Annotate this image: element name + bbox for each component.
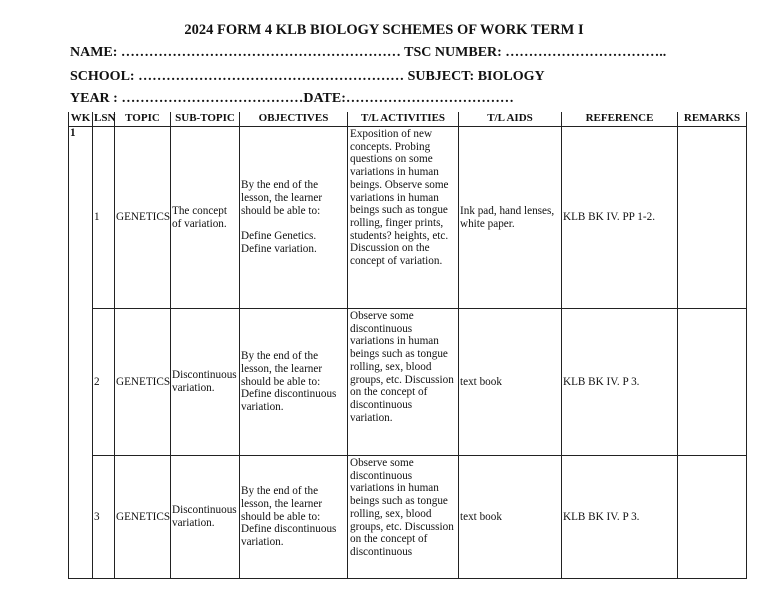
column-header-reference: REFERENCE	[562, 112, 678, 127]
lesson-cell: 1	[93, 127, 115, 309]
remarks-cell	[678, 309, 747, 456]
lesson-cell: 2	[93, 309, 115, 456]
table-row	[69, 127, 747, 309]
reference-cell: KLB BK IV. PP 1-2.	[562, 127, 678, 309]
week-cell: 1	[69, 127, 93, 579]
column-header-activities: T/L ACTIVITIES	[348, 112, 459, 127]
table-row	[69, 309, 747, 456]
name-tsc-line: NAME: …………………………………………………… TSC NUMBER: ……………………………..	[70, 45, 667, 60]
objectives-cell	[240, 309, 348, 456]
objectives-intro: By the end of the lesson, the learner should be able to:	[241, 179, 323, 217]
objectives-cell	[240, 127, 348, 309]
column-header-remarks: REMARKS	[678, 112, 747, 127]
subtopic-cell: Discontinuous variation.	[171, 456, 240, 579]
objectives-items: Define discontinuous variation.	[241, 523, 337, 549]
activities-cell: Exposition of new concepts. Probing questions on some variations in human beings. Observe some variations in human beings such as tongue rolling, finger prints, students? heights, etc. Discussion on the concept of variation.	[348, 127, 459, 309]
column-header-topic: TOPIC	[115, 112, 171, 127]
aids-cell: Ink pad, hand lenses, white paper.	[459, 127, 562, 309]
lesson-cell: 3	[93, 456, 115, 579]
objectives-intro: By the end of the lesson, the learner should be able to:	[241, 350, 323, 388]
table-row	[69, 456, 747, 579]
scheme-of-work-table	[68, 112, 747, 579]
document-title: 2024 FORM 4 KLB BIOLOGY SCHEMES OF WORK TERM I	[184, 22, 584, 38]
column-header-wk: WK	[69, 112, 93, 127]
school-subject-line: SCHOOL: ………………………………………………… SUBJECT: BIOLOGY	[70, 69, 545, 84]
table-header-row	[69, 112, 747, 127]
column-header-subtopic: SUB-TOPIC	[171, 112, 240, 127]
activities-cell: Observe some discontinuous variations in human beings such as tongue rolling, sex, blood groups, etc. Discussion on the concept of discontinuous	[348, 456, 459, 579]
activities-cell: Observe some discontinuous variations in human beings such as tongue rolling, sex, blood groups, etc. Discussion on the concept of discontinuous variation.	[348, 309, 459, 456]
reference-cell: KLB BK IV. P 3.	[562, 309, 678, 456]
objectives-intro: By the end of the lesson, the learner should be able to:	[241, 485, 323, 523]
objectives-cell	[240, 456, 348, 579]
remarks-cell	[678, 456, 747, 579]
column-header-lsn: LSN	[93, 112, 115, 127]
topic-cell: GENETICS	[115, 309, 171, 456]
objectives-items: Define discontinuous variation.	[241, 388, 337, 414]
subtopic-cell: Discontinuous variation.	[171, 309, 240, 456]
topic-cell: GENETICS	[115, 127, 171, 309]
remarks-cell	[678, 127, 747, 309]
column-header-objectives: OBJECTIVES	[240, 112, 348, 127]
reference-cell: KLB BK IV. P 3.	[562, 456, 678, 579]
objectives-items: Define Genetics. Define variation.	[241, 230, 317, 256]
year-date-line: YEAR : …………………………………DATE:………………………………	[70, 91, 514, 106]
column-header-aids: T/L AIDS	[459, 112, 562, 127]
topic-cell: GENETICS	[115, 456, 171, 579]
subtopic-cell: The concept of variation.	[171, 127, 240, 309]
aids-cell: text book	[459, 456, 562, 579]
aids-cell: text book	[459, 309, 562, 456]
